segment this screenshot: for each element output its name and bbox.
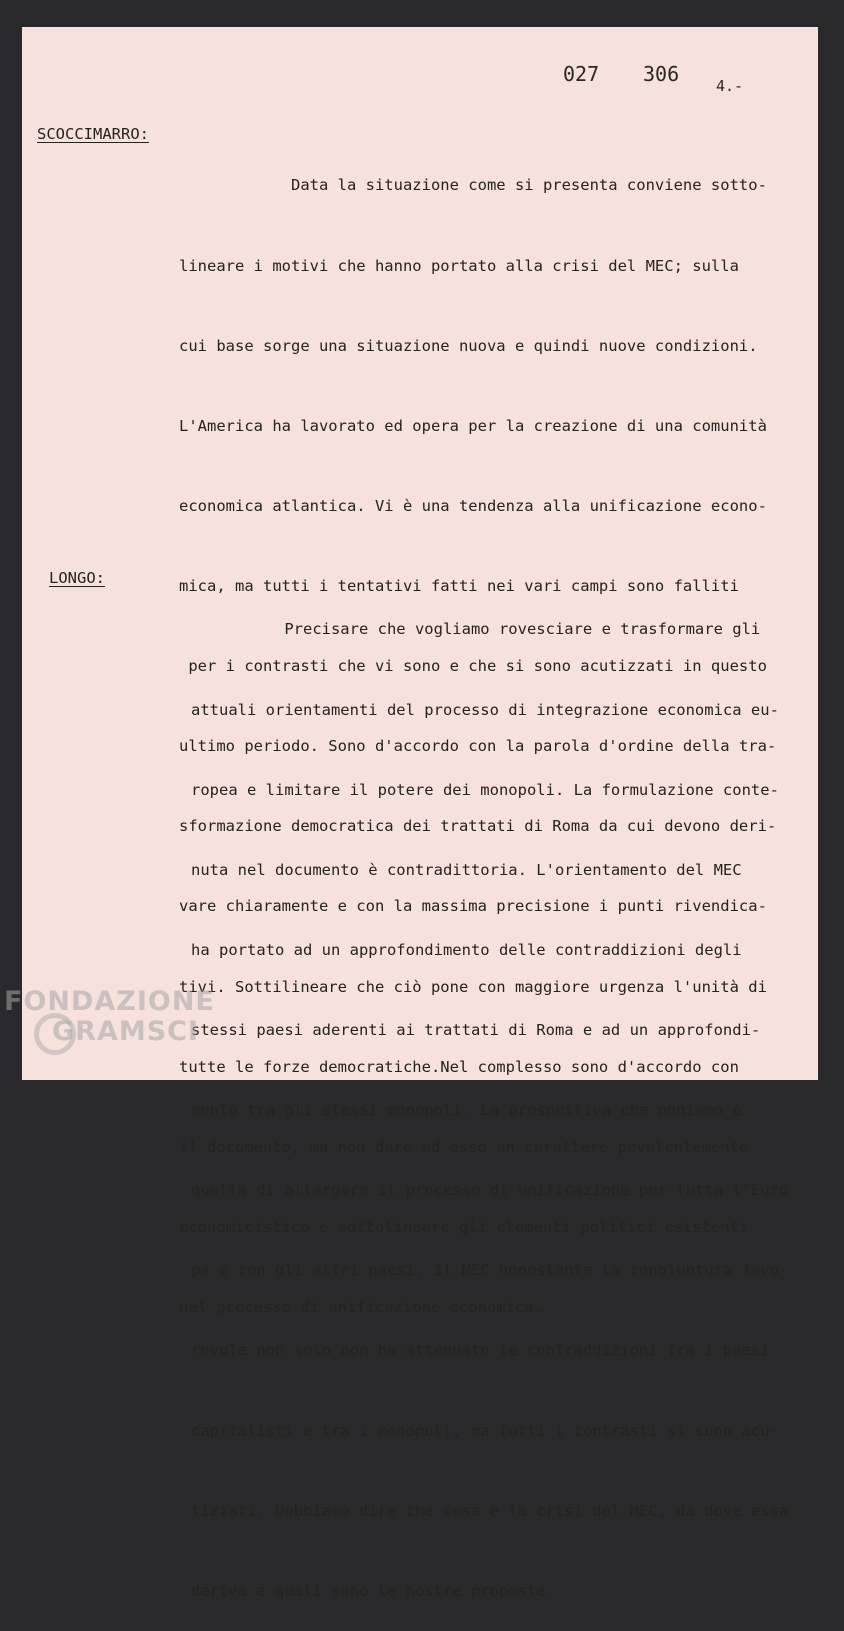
- text-line: nuta nel documento è contradittoria. L'orientamento del MEC: [191, 860, 742, 879]
- text-line: ropea e limitare il potere dei monopoli. La formulazione conte-: [191, 780, 779, 799]
- archive-number-2: 306: [643, 62, 680, 86]
- watermark-line-1: FONDAZIONE: [4, 986, 215, 1017]
- speaker-scoccimarro: SCOCCIMARRO:: [37, 125, 149, 143]
- text-line: sformazione democratica dei trattati di Roma da cui devono deri-: [179, 817, 777, 836]
- text-line: il documento, ma non dare ad esso un carattere pevalentemente: [179, 1137, 749, 1156]
- text-line: attuali orientamenti del processo di integrazione economica eu-: [191, 700, 779, 719]
- text-line: Data la situazione come si presenta conviene sotto-: [179, 176, 767, 195]
- text-line: ultimo periodo. Sono d'accordo con la parola d'ordine della tra-: [179, 737, 777, 756]
- text-line: tivi. Sottilineare che ciò pone con maggiore urgenza l'unità di: [179, 977, 767, 996]
- text-line: lineare i motivi che hanno portato alla crisi del MEC; sulla: [179, 256, 739, 275]
- text-line: tutte le forze democratiche.Nel complesso sono d'accordo con: [179, 1057, 739, 1076]
- page-number: 4.-: [716, 77, 744, 95]
- text-line: stessi paesi aderenti ai trattati di Roma e ad un approfondi-: [191, 1020, 761, 1039]
- speaker-longo: LONGO:: [49, 569, 105, 587]
- text-line: nel processo di unificazione economica.: [179, 1297, 543, 1316]
- text-line: cui base sorge una situazione nuova e quindi nuove condizioni.: [179, 336, 758, 355]
- text-line: capitalisti e tra i monopoli, ma tutti i contrasti si sono acu-: [191, 1421, 779, 1440]
- text-line: economica atlantica. Vi è una tendenza alla unificazione econo-: [179, 496, 767, 515]
- section-longo-text: [191, 563, 788, 1631]
- watermark-line-2: GRAMSCI: [52, 1016, 200, 1047]
- archive-number-1: 027: [563, 62, 600, 86]
- text-line: mica, ma tutti i tentativi fatti nei vari campi sono falliti: [179, 576, 739, 595]
- text-line: L'America ha lavorato ed opera per la creazione di una comunità: [179, 416, 767, 435]
- text-line: quella di allargare il processo di unificazione per tutta l'Euro: [191, 1181, 789, 1200]
- text-line: vare chiaramente e con la massima precisione i punti rivendica-: [179, 897, 767, 916]
- text-line: economicistico e sottolineare gli elementi politici esistenti: [179, 1217, 749, 1236]
- text-line: Precisare che vogliamo rovesciare e trasformare gli: [191, 620, 761, 639]
- text-line: mento tra gli stessi monopoli. La prospettiva che poniamo è: [191, 1101, 742, 1120]
- text-line: deriva e quali sono le nostre proposte.: [191, 1581, 555, 1600]
- text-line: revole non solo non ha attenuato le contraddizioni tra i paesi: [191, 1341, 770, 1360]
- text-line: pa e con gli altri paesi. Il MEC nonostante la congiuntura favo-: [191, 1261, 789, 1280]
- text-line: ha portato ad un approfondimento delle contraddizioni degli: [191, 940, 742, 959]
- text-line: tizzati. Dobbiamo dire che cosa è la crisi del MEC, da dove essa: [191, 1501, 789, 1520]
- text-line: per i contrasti che vi sono e che si sono acutizzati in questo: [179, 657, 767, 676]
